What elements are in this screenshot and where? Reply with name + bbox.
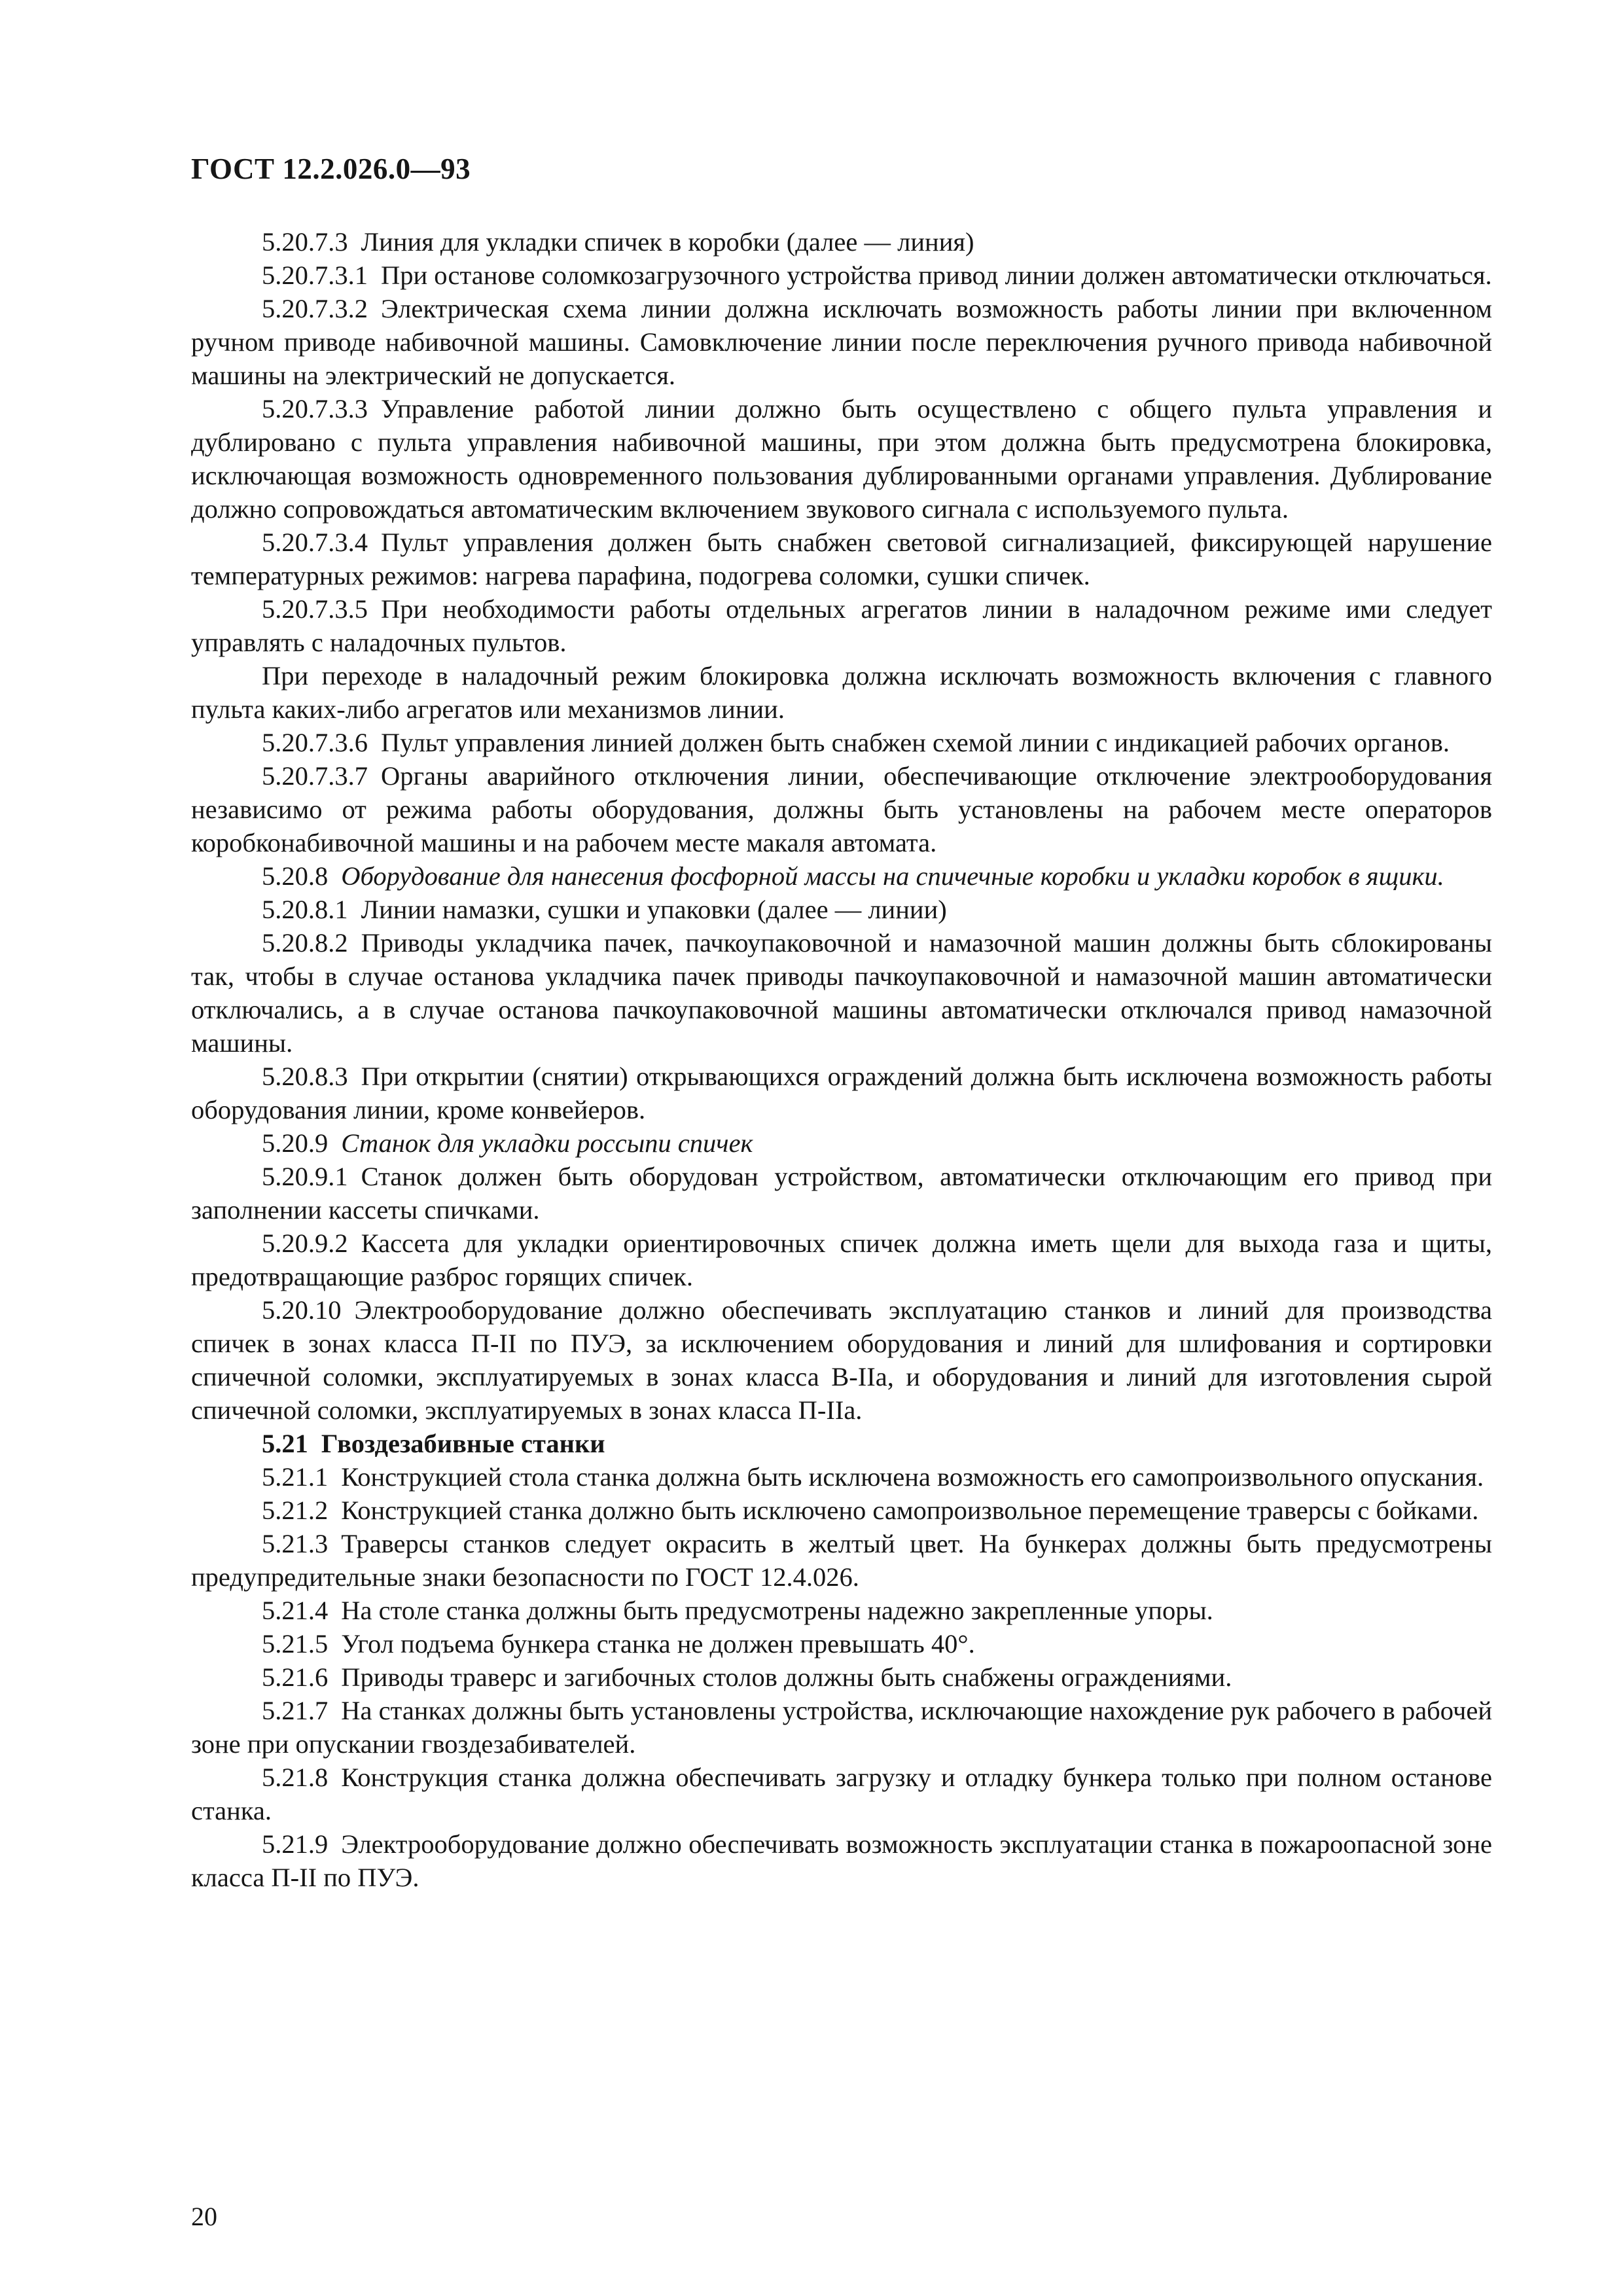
section-paragraph (191, 259, 1492, 292)
section-number: 5.20.9.2 (262, 1229, 348, 1258)
section-number: 5.20.7.3 (262, 227, 348, 257)
section-text: Пульт управления должен быть снабжен световой сигнализацией, фиксирующей нарушение температурных режимов: нагрева парафина, подогрева соломки, сушки спичек. (191, 528, 1492, 590)
section-number: 5.20.7.3.5 (262, 594, 368, 624)
section-number: 5.20.7.3.1 (262, 260, 368, 290)
section-text: Оборудование для нанесения фосфорной массы на спичечные коробки и укладки коробок в ящики. (341, 861, 1444, 891)
section-text: Конструкция станка должна обеспечивать загрузку и отладку бункера только при полном останове станка. (191, 1763, 1492, 1825)
section-paragraph (191, 1427, 1492, 1460)
section-text: Траверсы станков следует окрасить в желтый цвет. На бункерах должны быть предусмотрены предупредительные знаки безопасности по ГОСТ 12.4.026. (191, 1529, 1492, 1592)
section-number: 5.20.8 (262, 861, 329, 891)
section-paragraph (191, 1761, 1492, 1827)
section-number: 5.21.6 (262, 1662, 329, 1692)
section-number: 5.20.9.1 (262, 1162, 348, 1191)
section-paragraph (191, 526, 1492, 592)
section-text: Пульт управления линией должен быть снабжен схемой линии с индикацией рабочих органов. (381, 728, 1450, 757)
section-text: На столе станка должны быть предусмотрены надежно закрепленные упоры. (341, 1596, 1213, 1625)
section-text: Гвоздезабивные станки (321, 1429, 605, 1458)
section-paragraph (191, 1227, 1492, 1293)
section-paragraph (191, 1460, 1492, 1494)
section-paragraph (191, 759, 1492, 859)
section-paragraph (191, 1293, 1492, 1427)
section-text: Приводы укладчика пачек, пачкоупаковочной и намазочной машин должны быть сблокированы так, чтобы в случае останова укладчика пачек приводы пачкоупаковочной и намазочной машин автоматически отключались, а в случае останова пачкоупаковочной машины автоматически отключался привод намазочной машины. (191, 928, 1492, 1058)
section-text: Конструкцией станка должно быть исключено самопроизвольное перемещение траверсы с бойками. (341, 1496, 1479, 1525)
section-text: Электрооборудование должно обеспечивать возможность эксплуатации станка в пожароопасной зоне класса П-II по ПУЭ. (191, 1829, 1492, 1892)
section-paragraph (191, 926, 1492, 1060)
section-paragraph (191, 1060, 1492, 1126)
section-number: 5.21.5 (262, 1629, 329, 1659)
section-text: При необходимости работы отдельных агрегатов линии в наладочном режиме ими следует управлять с наладочных пультов. (191, 594, 1492, 657)
section-paragraph (191, 392, 1492, 526)
section-text: Угол подъема бункера станка не должен превышать 40°. (341, 1629, 975, 1659)
section-text: Конструкцией стола станка должна быть исключена возможность его самопроизвольного опускания. (341, 1462, 1484, 1492)
section-text: Кассета для укладки ориентировочных спичек должна иметь щели для выхода газа и щиты, предотвращающие разброс горящих спичек. (191, 1229, 1492, 1291)
section-number: 5.21.2 (262, 1496, 329, 1525)
section-number: 5.21.1 (262, 1462, 329, 1492)
section-paragraph (191, 292, 1492, 392)
section-text: Станок для укладки россыпи спичек (341, 1128, 753, 1158)
section-number: 5.20.7.3.3 (262, 394, 368, 423)
section-paragraph (191, 726, 1492, 759)
section-number: 5.20.8.3 (262, 1062, 348, 1091)
section-paragraph (191, 1694, 1492, 1761)
section-text: Линия для укладки спичек в коробки (далее — линия) (361, 227, 974, 257)
page-number: 20 (191, 2202, 217, 2231)
section-number: 5.20.7.3.6 (262, 728, 368, 757)
section-number: 5.20.8.1 (262, 895, 348, 924)
section-paragraph (191, 1627, 1492, 1660)
section-text: При открытии (снятии) открывающихся ограждений должна быть исключена возможность работы оборудования линии, кроме конвейеров. (191, 1062, 1492, 1124)
section-paragraph (191, 1660, 1492, 1694)
section-paragraph (191, 1160, 1492, 1227)
section-paragraph (191, 1527, 1492, 1594)
document-body (191, 225, 1492, 1894)
section-paragraph (191, 859, 1492, 893)
section-number: 5.20.7.3.2 (262, 294, 368, 323)
section-text: На станках должны быть установлены устройства, исключающие нахождение рук рабочего в рабочей зоне при опускании гвоздезабивателей. (191, 1696, 1492, 1759)
section-number: 5.21.7 (262, 1696, 329, 1725)
section-number: 5.21.3 (262, 1529, 329, 1558)
section-number: 5.21.9 (262, 1829, 329, 1859)
document-header: ГОСТ 12.2.026.0—93 (191, 152, 471, 185)
section-number: 5.20.10 (262, 1295, 342, 1325)
section-text: Органы аварийного отключения линии, обеспечивающие отключение электрооборудования независимо от режима работы оборудования, должны быть установлены на рабочем месте операторов коробконабивочной машины и на рабочем месте макаля автомата. (191, 761, 1492, 857)
section-paragraph (191, 225, 1492, 259)
section-number: 5.20.8.2 (262, 928, 348, 958)
section-text: Приводы траверс и загибочных столов должны быть снабжены ограждениями. (341, 1662, 1232, 1692)
section-text: Станок должен быть оборудован устройством, автоматически отключающим его привод при заполнении кассеты спичками. (191, 1162, 1492, 1225)
section-number: 5.20.7.3.7 (262, 761, 368, 791)
section-paragraph (191, 1594, 1492, 1627)
section-number: 5.20.9 (262, 1128, 329, 1158)
section-number: 5.21.4 (262, 1596, 329, 1625)
section-text: При останове соломкозагрузочного устройства привод линии должен автоматически отключаться. (381, 260, 1492, 290)
section-text: При переходе в наладочный режим блокировка должна исключать возможность включения с главного пульта каких-либо агрегатов или механизмов линии. (191, 661, 1492, 724)
section-paragraph (191, 1126, 1492, 1160)
section-number: 5.21.8 (262, 1763, 329, 1792)
section-text: Электрооборудование должно обеспечивать эксплуатацию станков и линий для производства спичек в зонах класса П-II по ПУЭ, за исключением оборудования и линий для шлифования и сортировки спичечной соломки, эксплуатируемых в зонах класса В-IIа, и оборудования и линий для изготовления сырой спичечной соломки, эксплуатируемых в зонах класса П-IIа. (191, 1295, 1492, 1425)
section-number: 5.21 (262, 1429, 308, 1458)
section-paragraph (191, 659, 1492, 726)
section-number: 5.20.7.3.4 (262, 528, 368, 557)
section-paragraph (191, 592, 1492, 659)
section-paragraph (191, 1827, 1492, 1894)
section-text: Электрическая схема линии должна исключать возможность работы линии при включенном ручном приводе набивочной машины. Самовключение линии после переключения ручного привода набивочной машины на электрический не допускается. (191, 294, 1492, 390)
section-text: Линии намазки, сушки и упаковки (далее — линии) (361, 895, 947, 924)
section-paragraph (191, 1494, 1492, 1527)
section-paragraph (191, 893, 1492, 926)
section-text: Управление работой линии должно быть осуществлено с общего пульта управления и дублировано с пульта управления набивочной машины, при этом должна быть предусмотрена блокировка, исключающая возможность одновременного пользования дублированными органами управления. Дублирование должно сопровождаться автоматическим включением звукового сигнала с используемого пульта. (191, 394, 1492, 524)
